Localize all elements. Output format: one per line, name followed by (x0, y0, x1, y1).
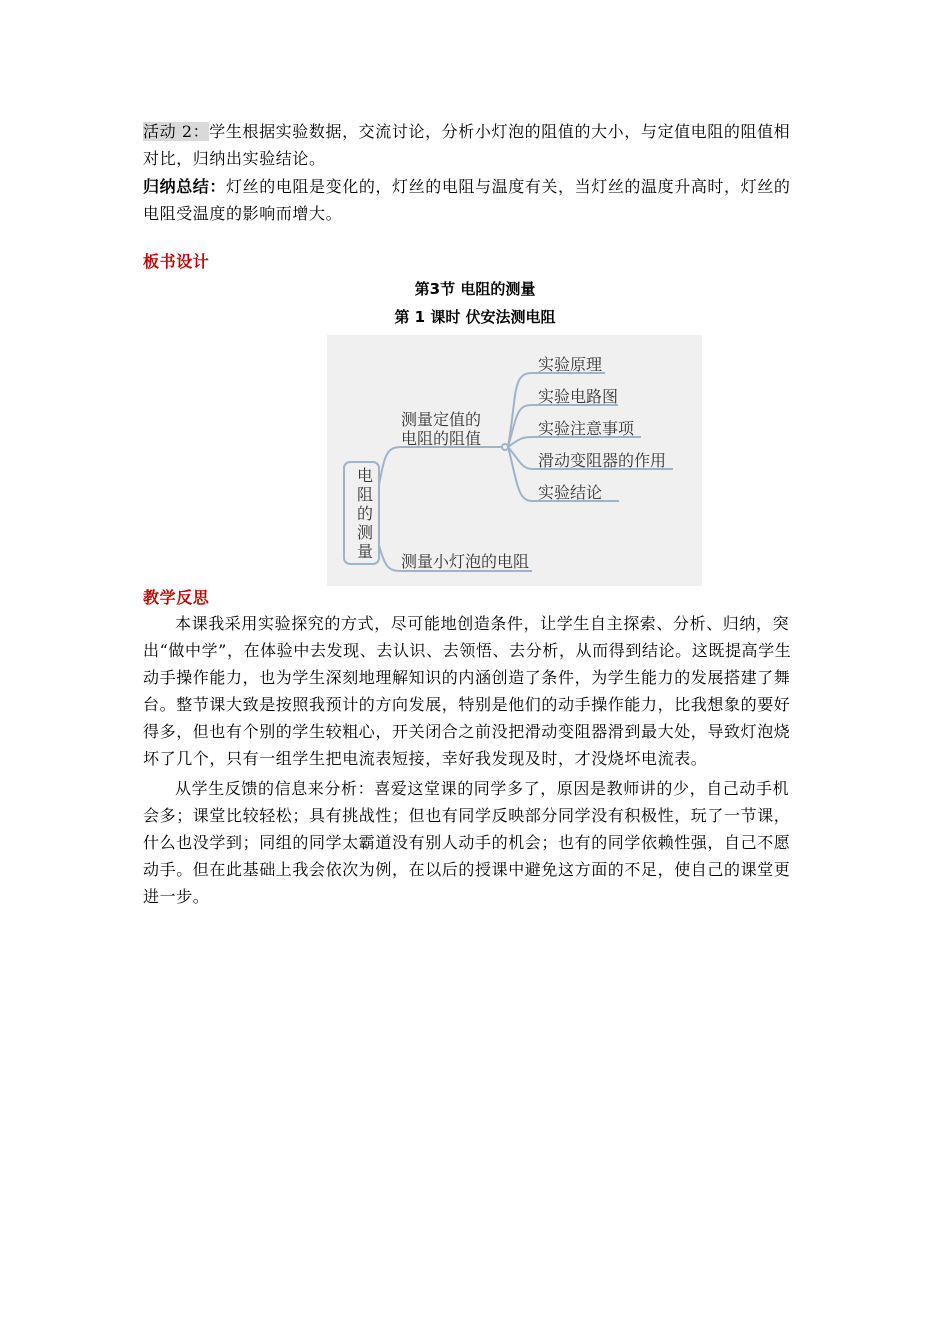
link-root-branch1 (379, 447, 502, 485)
root-char: 电 (356, 466, 373, 485)
activity2-label: 活动 2： (143, 122, 210, 141)
branch1-hub (502, 444, 508, 450)
summary-label: 归纳总结： (143, 177, 227, 196)
summary-paragraph (143, 173, 803, 227)
root-char: 阻 (356, 485, 373, 504)
board-title: 第3节 电阻的测量 (414, 280, 536, 298)
mind-child-circuit: 实验电路图 (538, 387, 619, 406)
board-design-heading: 板书设计 (143, 252, 210, 271)
summary-text: 灯丝的电阻是变化的，灯丝的电阻与温度有关，当灯丝的温度升高时，灯丝的电阻受温度的影响而增大。 (143, 177, 791, 223)
root-char: 量 (356, 542, 373, 561)
reflection-paragraph-1: 本课我采用实验探究的方式，尽可能地创造条件，让学生自主探索、分析、归纳，突出“做中学”，在体验中去发现、去认识、去领悟、去分析，从而得到结论。这既提高学生动手操作能力，也为学生深刻地理解知识的内涵创造了条件，为学生能力的发展搭建了舞台。整节课大致是按照我预计的方向发展，特别是他们的动手操作能力，比我想象的要好得多，但也有个别的学生较粗心，开关闭合之前没把滑动变阻器滑到最大处，导致灯泡烧坏了几个，只有一组学生把电流表短接，幸好我发现及时，才没烧坏电流表。 (143, 614, 792, 768)
activity2-paragraph (143, 118, 803, 172)
reflection-paragraph-2: 从学生反馈的信息来分析：喜爱这堂课的同学多了，原因是教师讲的少，自己动手机会多；课堂比较轻松；具有挑战性；但也有同学反映部分同学没有积极性，玩了一节课，什么也没学到；同组的同学太霸道没有别人动手的机会；也有的同学依赖性强，自己不愿动手。但在此基础上我会依次为例，在以后的授课中避免这方面的不足，使自己的课堂更进一步。 (143, 779, 791, 906)
mind-child-principle: 实验原理 (538, 355, 603, 374)
board-subtitle: 第 1 课时 伏安法测电阻 (394, 308, 556, 326)
mind-map (327, 335, 702, 586)
mind-branch1 (401, 410, 481, 448)
mind-branch2: 测量小灯泡的电阻 (401, 552, 530, 571)
mind-child-notes: 实验注意事项 (538, 419, 635, 438)
mind-root (355, 466, 375, 561)
reflection-heading: 教学反思 (143, 588, 210, 607)
mind-child-conclusion: 实验结论 (538, 483, 603, 502)
root-char: 的 (356, 504, 373, 523)
mind-child-rheostat: 滑动变阻器的作用 (538, 451, 667, 470)
branch1-line: 测量定值的 (401, 410, 482, 429)
branch1-line: 电阻的阻值 (401, 429, 482, 448)
activity2-text: 学生根据实验数据，交流讨论，分析小灯泡的阻值的大小，与定值电阻的阻值相对比，归纳出实验结论。 (143, 122, 791, 168)
root-char: 测 (356, 523, 373, 542)
